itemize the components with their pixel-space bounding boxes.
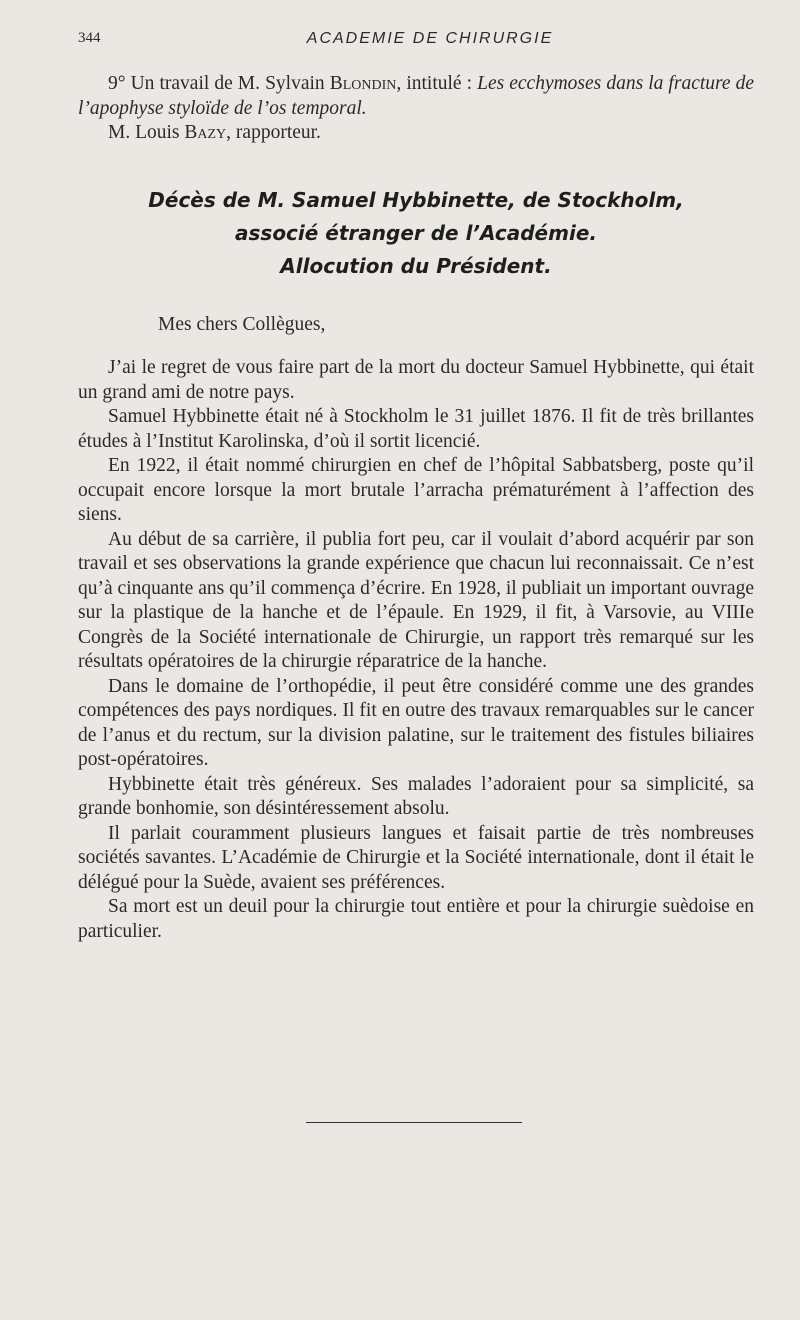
paragraph-5: Dans le domaine de l’orthopédie, il peut être considéré comme une des grandes compétences des pays nordiques. Il fit en outre des travaux remarquables sur le cancer de l’anus et du rectum, sur la division palatine, sur le traitement des fistules biliaires post-opératoires. bbox=[78, 675, 754, 770]
salutation: Mes chers Collègues, bbox=[158, 314, 326, 335]
allocution-body bbox=[78, 356, 754, 944]
rapporteur-suffix: , rapporteur. bbox=[226, 122, 321, 143]
rapporteur-name: Bazy bbox=[184, 122, 227, 143]
paragraph-4: Au début de sa carrière, il publia fort peu, car il voulait d’abord acquérir par son travail et ses observations la grande expérience que chacun lui reconnaissait. Ce n’est qu’à cinquante ans qu’il commença d’écrire. En 1928, il publiait un important ouvrage sur la plastique de la hanche et de l’épaule. En 1929, il fit, à Varsovie, au VIIIe Congrès de la Société internationale de Chirurgie, un rapport très remarqué sur les résultats opératoires de la chirurgie réparatrice de la hanche. bbox=[78, 528, 754, 672]
section-heading bbox=[78, 184, 754, 283]
paragraph-8: Sa mort est un deuil pour la chirurgie tout entière et pour la chirurgie suèdoise en particulier. bbox=[78, 896, 754, 942]
heading-line-1: Décès de M. Samuel Hybbinette, de Stockholm, bbox=[148, 188, 684, 212]
rapporteur-prefix: M. Louis bbox=[108, 122, 185, 143]
entry-line bbox=[78, 72, 754, 121]
paragraph-3: En 1922, il était nommé chirurgien en chef de l’hôpital Sabbatsberg, poste qu’il occupait encore lorsque la mort brutale l’arracha prématurément à l’affection des siens. bbox=[78, 455, 754, 525]
entry-rapporteur bbox=[78, 121, 754, 146]
closing-rule bbox=[306, 1122, 522, 1123]
heading-line-3: Allocution du Président. bbox=[280, 254, 552, 278]
paragraph-6: Hybbinette était très généreux. Ses malades l’adoraient pour sa simplicité, sa grande bonhomie, son désintéressement absolu. bbox=[78, 773, 754, 819]
report-entry bbox=[78, 72, 754, 146]
heading-line-2: associé étranger de l’Académie. bbox=[235, 221, 597, 245]
entry-author: Blondin bbox=[329, 73, 397, 94]
journal-title: ACADEMIE DE CHIRURGIE bbox=[306, 30, 554, 47]
entry-title: Les ecchymoses dans la fracture de l’apophyse styloïde de l’os temporal. bbox=[78, 73, 754, 119]
page-number: 344 bbox=[78, 30, 101, 46]
entry-connector: , intitulé : bbox=[396, 73, 478, 94]
paragraph-2: Samuel Hybbinette était né à Stockholm le 31 juillet 1876. Il fit de très brillantes études à l’Institut Karolinska, d’où il sortit licencié. bbox=[78, 406, 754, 452]
entry-number: 9° Un travail de M. Sylvain bbox=[108, 73, 330, 94]
paragraph-7: Il parlait couramment plusieurs langues et faisait partie de très nombreuses sociétés savantes. L’Académie de Chirurgie et la Société internationale, dont il était le délégué pour la Suède, avaient ses préférences. bbox=[78, 822, 754, 893]
running-head bbox=[78, 30, 782, 52]
paragraph-1: J’ai le regret de vous faire part de la mort du docteur Samuel Hybbinette, qui était un grand ami de notre pays. bbox=[78, 357, 754, 403]
